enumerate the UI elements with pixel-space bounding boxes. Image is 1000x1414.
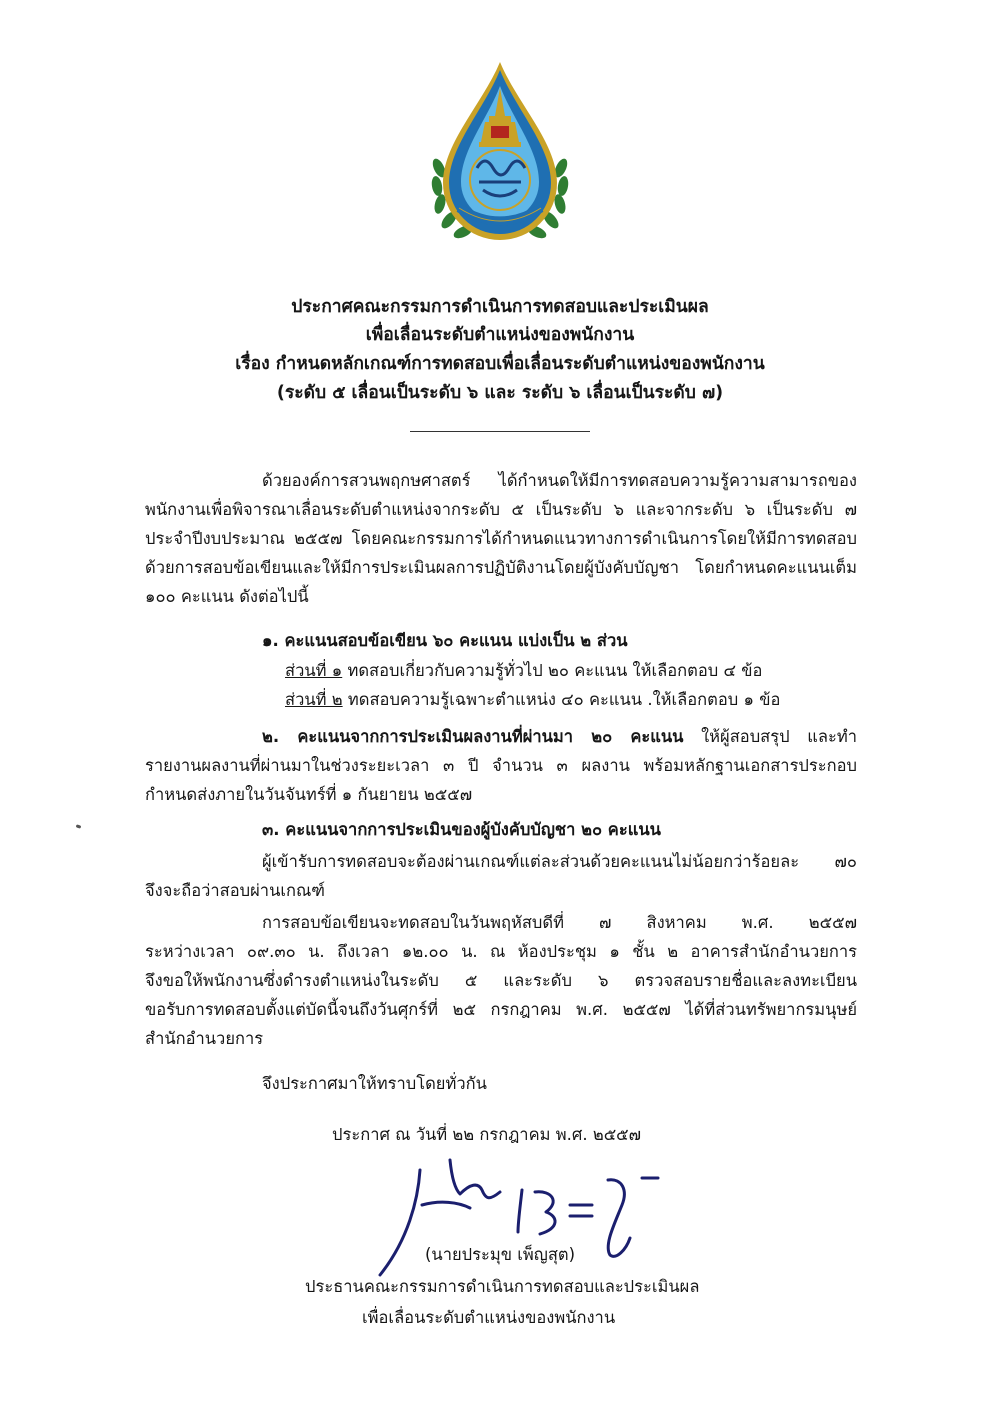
pass-line-2: จึงจะถือว่าสอบผ่านเกณฑ์ — [145, 881, 325, 900]
part-1-text: ทดสอบเกี่ยวกับความรู้ทั่วไป ๒๐ คะแนน ให้เลือกตอบ ๔ ข้อ — [342, 661, 763, 680]
exam-line-4: ขอรับการทดสอบตั้งแต่บัดนี้จนถึงวันศุกร์ที่ ๒๕ กรกฎาคม พ.ศ. ๒๕๕๗ ได้ที่ส่วนทรัพยากรมนุษย์ — [145, 1000, 857, 1019]
exam-line-3: จึงขอให้พนักงานซึ่งดำรงตำแหน่งในระดับ ๕ และระดับ ๖ ตรวจสอบรายชื่อและลงทะเบียน — [145, 971, 857, 990]
intro-line-4: ด้วยการสอบข้อเขียนและให้มีการประเมินผลการปฏิบัติงานโดยผู้บังคับบัญชา โดยกำหนดคะแนนเต็ม — [145, 558, 857, 577]
header-level-note: (ระดับ ๕ เลื่อนเป็นระดับ ๖ และ ระดับ ๖ เลื่อนเป็นระดับ ๗) — [276, 383, 724, 403]
part-2-line — [285, 687, 780, 713]
part-1-line — [285, 658, 762, 684]
part-1-label: ส่วนที่ ๑ — [285, 661, 343, 680]
item-2-line-2: รายงานผลงานที่ผ่านมาในช่วงระยะเวลา ๓ ปี จำนวน ๓ ผลงาน พร้อมหลักฐานเอกสารประกอบ — [145, 756, 857, 775]
scan-speck — [76, 824, 82, 829]
part-2-text: ทดสอบความรู้เฉพาะตำแหน่ง ๔๐ คะแนน .ให้เลือกตอบ ๑ ข้อ — [342, 690, 781, 709]
intro-line-5: ๑๐๐ คะแนน ดังต่อไปนี้ — [145, 587, 309, 606]
part-2-label: ส่วนที่ ๒ — [285, 690, 343, 709]
item-2-rest: ให้ผู้สอบสรุป และทำ — [683, 727, 857, 746]
header-line-1: ประกาศคณะกรรมการดำเนินการทดสอบและประเมินผล — [291, 297, 709, 317]
signatory-title-2: เพื่อเลื่อนระดับตำแหน่งของพนักงาน — [362, 1308, 616, 1327]
organization-logo — [425, 58, 575, 248]
item-1-written-exam: ๑. คะแนนสอบข้อเขียน ๖๐ คะแนน แบ่งเป็น ๒ ส่วน — [262, 631, 628, 650]
pass-line-1: ผู้เข้ารับการทดสอบจะต้องผ่านเกณฑ์แต่ละส่วนด้วยคะแนนไม่น้อยกว่าร้อยละ ๗๐ — [262, 852, 857, 871]
item-2-heading: ๒. คะแนนจากการประเมินผลงานที่ผ่านมา ๒๐ คะแนน — [262, 727, 684, 746]
exam-line-1: การสอบข้อเขียนจะทดสอบในวันพฤหัสบดีที่ ๗ สิงหาคม พ.ศ. ๒๕๕๗ — [262, 913, 857, 932]
header-subject: เรื่อง กำหนดหลักเกณฑ์การทดสอบเพื่อเลื่อนระดับตำแหน่งของพนักงาน — [235, 354, 765, 374]
exam-line-2: ระหว่างเวลา ๐๙.๓๐ น. ถึงเวลา ๑๒.๐๐ น. ณ ห้องประชุม ๑ ชั้น ๒ อาคารสำนักอำนวยการ — [145, 942, 857, 961]
intro-line-2: พนักงานเพื่อพิจารณาเลื่อนระดับตำแหน่งจากระดับ ๕ เป็นระดับ ๖ และจากระดับ ๖ เป็นระดับ ๗ — [145, 500, 857, 519]
item-3-supervisor: ๓. คะแนนจากการประเมินของผู้บังคับบัญชา ๒๐ คะแนน — [262, 820, 661, 839]
intro-line-3: ประจำปีงบประมาณ ๒๕๕๗ โดยคณะกรรมการได้กำหนดแนวทางการดำเนินการโดยให้มีการทดสอบ — [145, 529, 857, 548]
signatory-title-1: ประธานคณะกรรมการดำเนินการทดสอบและประเมินผล — [305, 1277, 700, 1296]
item-2-line-3: กำหนดส่งภายในวันจันทร์ที่ ๑ กันยายน ๒๕๕๗ — [145, 785, 473, 804]
header-divider — [410, 431, 590, 432]
header-line-2: เพื่อเลื่อนระดับตำแหน่งของพนักงาน — [365, 325, 635, 345]
signatory-name: (นายประมุข เพ็ญสุต) — [425, 1245, 576, 1264]
exam-line-5: สำนักอำนวยการ — [145, 1029, 264, 1048]
intro-line-1: ด้วยองค์การสวนพฤกษศาสตร์ ได้กำหนดให้มีการทดสอบความรู้ความสามารถของ — [262, 471, 857, 490]
announcement-date: ประกาศ ณ วันที่ ๒๒ กรกฎาคม พ.ศ. ๒๕๕๗ — [332, 1125, 642, 1144]
item-2-line-1 — [262, 724, 857, 750]
water-drop-emblem-icon — [425, 58, 575, 248]
closing-text: จึงประกาศมาให้ทราบโดยทั่วกัน — [262, 1074, 487, 1093]
